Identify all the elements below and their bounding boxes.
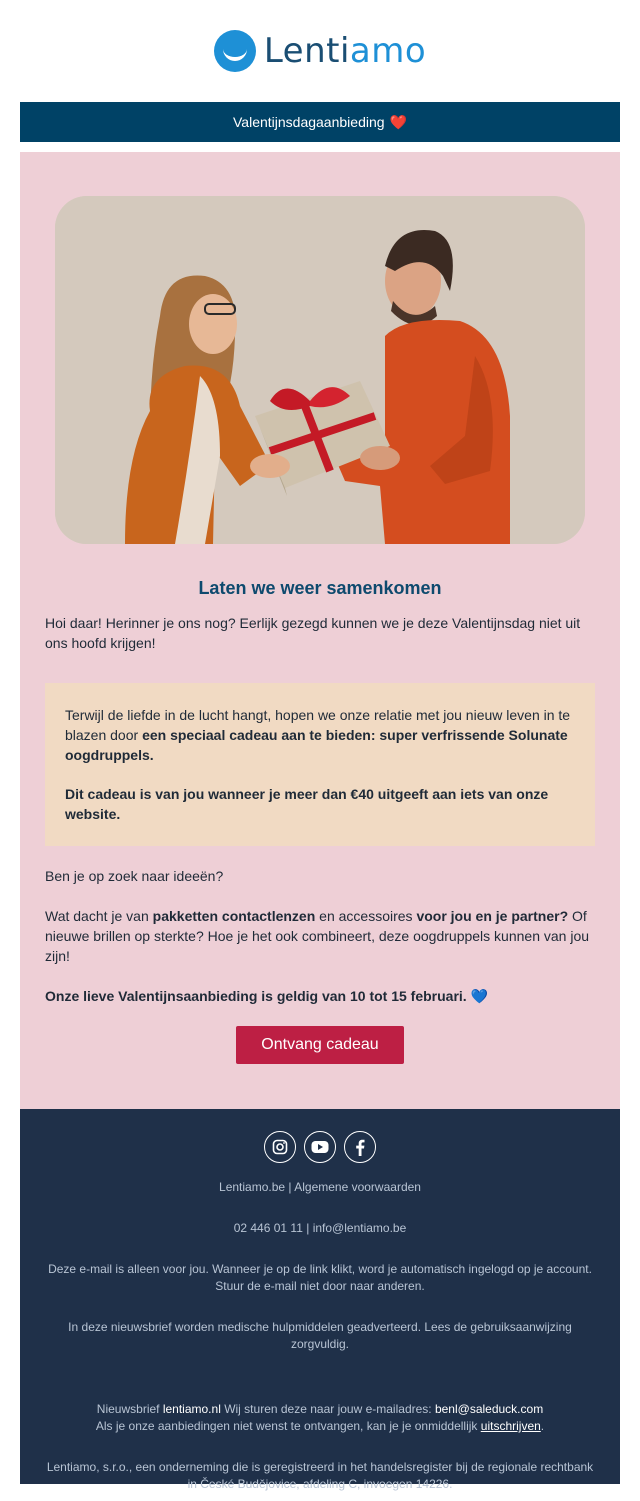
newsletter-text-b: Wij sturen deze naar jouw e-mailadres: xyxy=(220,1402,435,1416)
main-content xyxy=(20,152,620,1109)
offer-text-1 xyxy=(65,705,575,765)
separator: | xyxy=(306,1221,310,1235)
offer-box xyxy=(45,683,595,846)
site-link[interactable]: Lentiamo.be xyxy=(219,1180,286,1194)
unsubscribe-text-a: Als je onze aanbiedingen niet wenst te ontvangen, kan je je onmiddellijk xyxy=(95,1419,481,1433)
promo-bar-text: Valentijnsdagaanbieding xyxy=(233,114,385,130)
lentiamo-logo[interactable] xyxy=(214,30,426,72)
headline: Laten we weer samenkomen xyxy=(198,578,442,598)
lentiamo-logo-icon xyxy=(214,30,256,72)
unsubscribe-info xyxy=(45,1418,595,1435)
footer-contact xyxy=(45,1220,595,1237)
email-link[interactable]: info@lentiamo.be xyxy=(312,1221,407,1235)
question-text: Ben je op zoek naar ideeën? xyxy=(45,868,224,884)
footer-links xyxy=(45,1179,595,1196)
valid-text-bold: Onze lieve Valentijnsaanbieding is geldig van 10 tot 15 februari. xyxy=(45,988,467,1004)
ideas-text-c: en accessoires xyxy=(315,908,417,924)
offer-text-1-normal: Terwijl de liefde in de lucht hangt, hopen we onze relatie met jou nieuw leven in te blazen door xyxy=(65,707,571,743)
terms-link[interactable]: Algemene voorwaarden xyxy=(294,1180,421,1194)
offer-text-2 xyxy=(65,784,575,824)
newsletter-text-a: Nieuwsbrief xyxy=(96,1402,163,1416)
separator: | xyxy=(288,1180,292,1194)
valid-text xyxy=(45,986,595,1006)
instagram-icon[interactable] xyxy=(264,1131,296,1163)
offer-text-1-bold: een speciaal cadeau aan te bieden: super verfrissende Solunate oogdruppels. xyxy=(65,727,568,763)
ideas-text-e: Of nieuwe brillen op sterkte? Hoe je het ook combineert, deze oogdruppels kunnen van jou zijn! xyxy=(45,908,590,964)
youtube-icon[interactable] xyxy=(304,1131,336,1163)
unsubscribe-text-b: . xyxy=(540,1419,545,1433)
ideas-text-partner: voor jou en je partner? xyxy=(416,908,569,924)
personal-notice: Deze e-mail is alleen voor jou. Wanneer je op de link klikt, word je automatisch ingelogd op je account. Stuur de e-mail niet door naar anderen. xyxy=(48,1262,592,1293)
company-info: Lentiamo, s.r.o., een onderneming die is geregistreerd in het handelsregister bij de regionale rechtbank in České Budějovice, afdeling C, invoegen 14226. xyxy=(46,1460,594,1491)
recipient-email[interactable]: benl@saleduck.com xyxy=(434,1402,544,1416)
social-links xyxy=(20,1131,620,1163)
blue-heart-icon: 💙 xyxy=(470,988,489,1004)
email-container xyxy=(20,0,620,1491)
newsletter-site[interactable]: lentiamo.nl xyxy=(162,1402,221,1416)
phone-link[interactable]: 02 446 01 11 xyxy=(233,1221,303,1235)
heart-icon: ❤️ xyxy=(389,113,407,130)
ideas-text xyxy=(45,906,595,966)
unsubscribe-link[interactable]: uitschrijven xyxy=(480,1419,541,1433)
hero-image[interactable] xyxy=(55,196,585,544)
medical-notice: In deze nieuwsbrief worden medische hulpmiddelen geadverteerd. Lees de gebruiksaanwijzing zorgvuldig. xyxy=(68,1320,572,1351)
email-footer xyxy=(20,1109,620,1491)
facebook-icon[interactable] xyxy=(344,1131,376,1163)
lentiamo-wordmark: Lentiamo xyxy=(263,31,427,71)
email-header xyxy=(20,0,620,102)
newsletter-info xyxy=(45,1401,595,1418)
ideas-text-lenses: pakketten contactlenzen xyxy=(152,908,316,924)
intro-text: Hoi daar! Herinner je ons nog? Eerlijk gezegd kunnen we je deze Valentijnsdag niet uit ons hoofd krijgen! xyxy=(45,615,581,651)
couple-gift-photo-icon xyxy=(55,196,585,544)
ideas-text-a: Wat dacht je van xyxy=(45,908,153,924)
receive-gift-button[interactable]: Ontvang cadeau xyxy=(236,1026,403,1064)
promo-bar[interactable] xyxy=(20,102,620,142)
offer-text-2-bold: Dit cadeau is van jou wanneer je meer dan €40 uitgeeft aan iets van onze website. xyxy=(65,786,549,822)
